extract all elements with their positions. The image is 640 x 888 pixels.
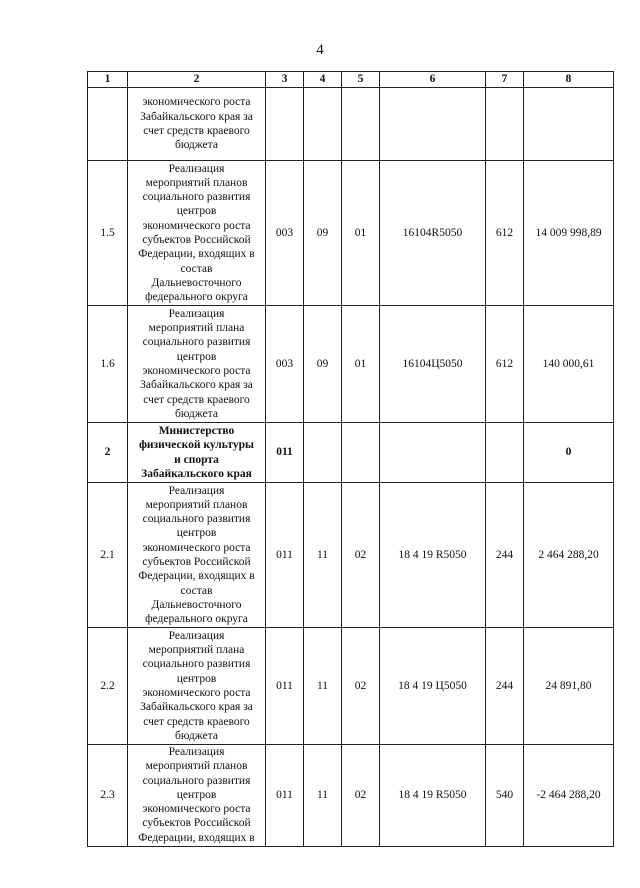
row-c4: 09: [304, 306, 342, 423]
row-name: Реализация мероприятий плана социального развития центров экономического роста Забайкальского края за счет средств краевого бюджета: [128, 306, 266, 423]
header-col-3: 3: [266, 72, 304, 88]
row-number: 2.3: [88, 745, 128, 847]
row-name: Реализация мероприятий планов социального развития центров экономического роста субъектов Российской Федерации, входящих в состав Дальневосточного федерального округа: [128, 161, 266, 306]
table-row: [88, 423, 614, 483]
header-col-6: 6: [380, 72, 486, 88]
row-c7: 540: [486, 745, 524, 847]
table-row: [88, 745, 614, 847]
row-c4: 11: [304, 483, 342, 628]
header-col-4: 4: [304, 72, 342, 88]
row-c5: [342, 423, 380, 483]
row-c8: 140 000,61: [524, 306, 614, 423]
row-number: [88, 88, 128, 161]
row-c5: 02: [342, 628, 380, 745]
header-col-1: 1: [88, 72, 128, 88]
row-c7: 244: [486, 628, 524, 745]
row-name: Министерство физической культуры и спорта Забайкальского края: [128, 423, 266, 483]
row-c6: [380, 88, 486, 161]
row-c3: 003: [266, 306, 304, 423]
row-c4: 09: [304, 161, 342, 306]
row-c3: [266, 88, 304, 161]
row-c7: 612: [486, 161, 524, 306]
row-c6: 18 4 19 Ц5050: [380, 628, 486, 745]
row-c8: 14 009 998,89: [524, 161, 614, 306]
row-c5: 01: [342, 161, 380, 306]
row-c5: 02: [342, 745, 380, 847]
row-c3: 011: [266, 745, 304, 847]
row-number: 2.1: [88, 483, 128, 628]
row-c5: [342, 88, 380, 161]
row-c3: 011: [266, 628, 304, 745]
row-c7: [486, 423, 524, 483]
row-c6: 18 4 19 R5050: [380, 745, 486, 847]
row-c7: 612: [486, 306, 524, 423]
row-c6: 16104R5050: [380, 161, 486, 306]
row-c3: 011: [266, 423, 304, 483]
row-name: Реализация мероприятий планов социального развития центров экономического роста субъектов Российской Федерации, входящих в состав Дальневосточного федерального округа: [128, 483, 266, 628]
row-c8: 2 464 288,20: [524, 483, 614, 628]
row-c4: [304, 88, 342, 161]
table-row: [88, 483, 614, 628]
row-c7: 244: [486, 483, 524, 628]
header-col-7: 7: [486, 72, 524, 88]
row-c6: [380, 423, 486, 483]
row-name: Реализация мероприятий плана социального развития центров экономического роста Забайкальского края за счет средств краевого бюджета: [128, 628, 266, 745]
row-c3: 003: [266, 161, 304, 306]
row-c3: 011: [266, 483, 304, 628]
header-col-2: 2: [128, 72, 266, 88]
row-c4: 11: [304, 628, 342, 745]
row-c8: 24 891,80: [524, 628, 614, 745]
header-col-8: 8: [524, 72, 614, 88]
row-c8: -2 464 288,20: [524, 745, 614, 847]
table-row: [88, 161, 614, 306]
table-row: [88, 88, 614, 161]
row-c4: [304, 423, 342, 483]
row-name: экономического роста Забайкальского края за счет средств краевого бюджета: [128, 88, 266, 161]
row-number: 1.5: [88, 161, 128, 306]
row-c6: 18 4 19 R5050: [380, 483, 486, 628]
table-row: [88, 306, 614, 423]
row-name: Реализация мероприятий планов социального развития центров экономического роста субъектов Российской Федерации, входящих в: [128, 745, 266, 847]
table-row: [88, 628, 614, 745]
row-number: 2.2: [88, 628, 128, 745]
row-c8: [524, 88, 614, 161]
row-number: 2: [88, 423, 128, 483]
row-number: 1.6: [88, 306, 128, 423]
page-number: 4: [316, 42, 324, 58]
header-col-5: 5: [342, 72, 380, 88]
header-row: [88, 72, 614, 88]
row-c7: [486, 88, 524, 161]
row-c8: 0: [524, 423, 614, 483]
row-c6: 16104Ц5050: [380, 306, 486, 423]
row-c5: 02: [342, 483, 380, 628]
budget-table: [87, 71, 614, 847]
row-c5: 01: [342, 306, 380, 423]
row-c4: 11: [304, 745, 342, 847]
